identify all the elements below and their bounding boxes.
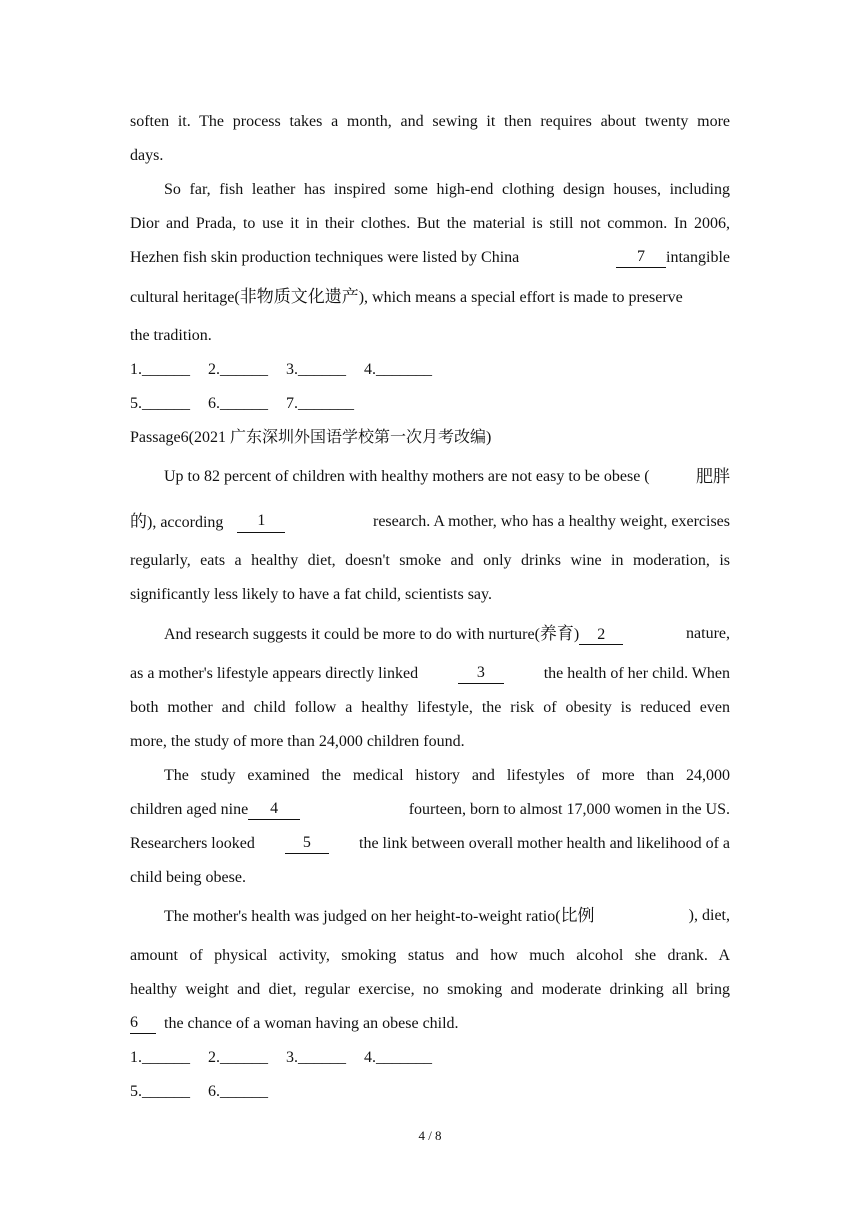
- text-line: [164, 467, 730, 487]
- answer-blank-4: 4: [248, 800, 300, 820]
- text-segment: Researchers looked: [130, 835, 255, 852]
- text-line: soften it. The process takes a month, and sewing it then requires about twenty more: [130, 113, 730, 130]
- answer-blank-2: 2: [579, 626, 623, 645]
- text-segment: the health of her child. When: [543, 665, 730, 682]
- answer-slot[interactable]: 7._______: [286, 395, 354, 412]
- text-segment: Up to 82 percent of children with healthy mothers are not easy to be obese (: [164, 468, 650, 485]
- chinese-gloss: 的: [130, 512, 147, 532]
- answer-blank-1: 1: [237, 512, 285, 533]
- text-segment: children aged nine: [130, 801, 249, 818]
- text-line: healthy weight and diet, regular exercise, no smoking and moderate drinking all bring: [130, 981, 730, 998]
- answer-row: [130, 360, 730, 380]
- text-line: Dior and Prada, to use it in their clothes. But the material is still not common. In 2006,: [130, 215, 730, 232]
- answer-slot[interactable]: 3.______: [286, 361, 346, 378]
- text-line: the tradition.: [130, 327, 212, 344]
- text-line: [130, 664, 730, 684]
- answer-slot[interactable]: 3.______: [286, 1049, 346, 1066]
- text-segment: intangible: [666, 249, 730, 266]
- answer-row: [130, 394, 730, 414]
- text-line: The study examined the medical history and lifestyles of more than 24,000: [164, 767, 730, 784]
- text-segment: cultural heritage(: [130, 289, 240, 306]
- chinese-gloss: 非物质文化遗产: [239, 287, 359, 307]
- text-segment: ): [573, 626, 580, 643]
- answer-blank-7: 7: [616, 248, 666, 268]
- answer-slot[interactable]: 6.______: [208, 1083, 268, 1100]
- text-line: significantly less likely to have a fat child, scientists say.: [130, 586, 492, 603]
- text-line: [164, 624, 730, 645]
- text-segment: ), according: [147, 514, 224, 531]
- text-line: [164, 906, 730, 927]
- text-segment: the chance of a woman having an obese child.: [164, 1015, 459, 1032]
- text-line: days.: [130, 147, 164, 164]
- text-line: [130, 834, 730, 854]
- page-number: 4 / 8: [418, 1128, 442, 1143]
- answer-slot[interactable]: 2.______: [208, 1049, 268, 1066]
- answer-slot[interactable]: 5.______: [130, 1083, 190, 1100]
- text-line: [130, 248, 730, 268]
- text-line: [130, 512, 730, 533]
- text-line: child being obese.: [130, 869, 246, 886]
- text-segment: ), diet,: [688, 907, 730, 924]
- answer-row: [130, 1048, 730, 1068]
- passage-heading: Passage6(2021 广东深圳外国语学校第一次月考改编): [130, 429, 492, 446]
- text-line: [130, 1014, 730, 1034]
- answer-row: [130, 1082, 730, 1102]
- text-segment: nature,: [686, 625, 730, 642]
- text-segment: And research suggests it could be more to do with nurture(: [164, 626, 540, 643]
- chinese-gloss: 肥胖: [696, 467, 730, 487]
- text-segment: research. A mother, who has a healthy weight, exercises: [372, 513, 730, 530]
- answer-blank-5: 5: [285, 834, 329, 854]
- text-line: So far, fish leather has inspired some high-end clothing design houses, including: [164, 181, 730, 198]
- text-line: more, the study of more than 24,000 children found.: [130, 733, 465, 750]
- answer-slot[interactable]: 4._______: [364, 361, 432, 378]
- answer-slot[interactable]: 1.______: [130, 1049, 190, 1066]
- answer-blank-6: 6: [130, 1014, 156, 1034]
- text-line: [130, 287, 730, 308]
- answer-slot[interactable]: 5.______: [130, 395, 190, 412]
- text-line: both mother and child follow a healthy lifestyle, the risk of obesity is reduced even: [130, 699, 730, 716]
- text-line: amount of physical activity, smoking status and how much alcohol she drank. A: [130, 947, 730, 964]
- text-segment: Hezhen fish skin production techniques were listed by China: [130, 249, 520, 266]
- chinese-gloss: 养育: [539, 624, 574, 644]
- text-line: regularly, eats a healthy diet, doesn't smoke and only drinks wine in moderation, is: [130, 552, 730, 569]
- answer-slot[interactable]: 2.______: [208, 361, 268, 378]
- text-segment: The mother's health was judged on her height-to-weight ratio(: [164, 908, 561, 925]
- answer-slot[interactable]: 4._______: [364, 1049, 432, 1066]
- text-segment: the link between overall mother health and likelihood of a: [359, 835, 730, 852]
- text-segment: fourteen, born to almost 17,000 women in the US.: [408, 801, 730, 818]
- text-line: [130, 800, 730, 820]
- answer-slot[interactable]: 1.______: [130, 361, 190, 378]
- text-segment: ), which means a special effort is made to preserve: [358, 289, 683, 306]
- answer-blank-3: 3: [458, 664, 504, 684]
- chinese-gloss: 比例: [560, 906, 595, 926]
- answer-slot[interactable]: 6.______: [208, 395, 268, 412]
- text-segment: as a mother's lifestyle appears directly linked: [130, 665, 419, 682]
